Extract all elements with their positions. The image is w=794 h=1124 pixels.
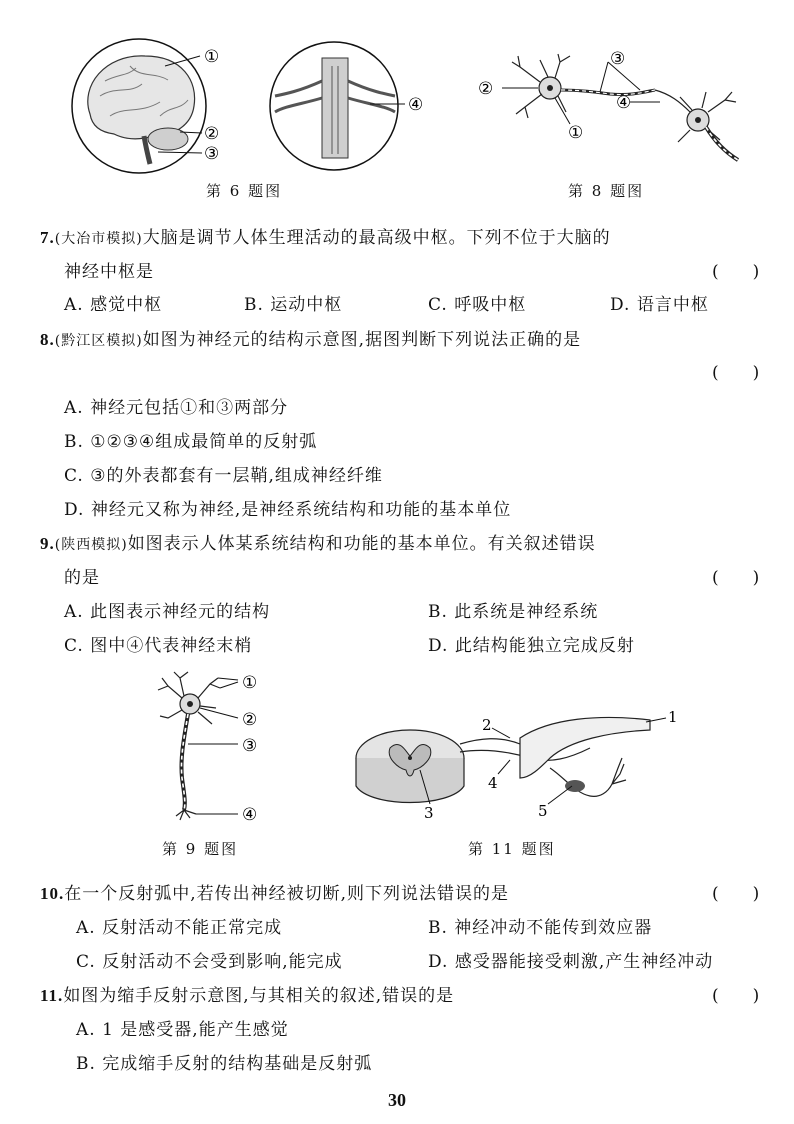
question-8-option-b[interactable]: B. ①②③④组成最简单的反射弧 <box>64 432 318 452</box>
fig11-label-4: 4 <box>488 774 498 792</box>
question-9 <box>40 529 596 554</box>
fig8-label-2: ② <box>478 79 494 99</box>
question-9-source: (陕西模拟) <box>54 537 128 553</box>
question-9-number: 9. <box>40 534 55 553</box>
fig9-label-4: ④ <box>242 805 258 825</box>
question-8-option-a[interactable]: A. 神经元包括①和③两部分 <box>64 398 289 418</box>
figure-9-caption: 第 9 题图 <box>162 840 239 858</box>
question-10-answer-blank[interactable]: ( ) <box>712 884 760 904</box>
question-11 <box>40 981 454 1006</box>
fig11-label-1: 1 <box>668 708 678 726</box>
fig11-label-2: 2 <box>482 716 492 734</box>
question-9-text-line1: 如图表示人体某系统结构和功能的基本单位。有关叙述错误 <box>127 534 596 554</box>
figure-6-brain-diagram <box>70 36 450 186</box>
fig9-label-2: ② <box>242 710 258 730</box>
question-9-text-line2: 的是 <box>64 568 100 588</box>
question-8-option-c[interactable]: C. ③的外表都套有一层鞘,组成神经纤维 <box>64 466 383 486</box>
question-7-source: (大冶市模拟) <box>54 231 143 247</box>
question-7-option-d[interactable]: D. 语言中枢 <box>610 295 709 315</box>
question-8 <box>40 325 581 350</box>
question-10-number: 10. <box>40 884 65 903</box>
question-7-text-line2: 神经中枢是 <box>64 262 154 282</box>
question-7-option-a[interactable]: A. 感觉中枢 <box>64 295 163 315</box>
question-11-text-line1: 如图为缩手反射示意图,与其相关的叙述,错误的是 <box>63 986 455 1006</box>
fig11-label-3: 3 <box>424 804 434 822</box>
figure-11-reflex-arc-diagram <box>350 708 700 826</box>
question-10-text-line1: 在一个反射弧中,若传出神经被切断,则下列说法错误的是 <box>64 884 510 904</box>
question-9-option-b[interactable]: B. 此系统是神经系统 <box>428 602 599 622</box>
question-7-answer-blank[interactable]: ( ) <box>712 262 760 282</box>
question-10-option-a[interactable]: A. 反射活动不能正常完成 <box>76 918 283 938</box>
fig11-label-5: 5 <box>538 802 548 820</box>
question-7-option-c[interactable]: C. 呼吸中枢 <box>428 295 527 315</box>
question-11-number: 11. <box>40 986 64 1005</box>
figure-6-caption: 第 6 题图 <box>206 182 283 200</box>
figure-11-caption: 第 11 题图 <box>468 840 556 858</box>
question-9-option-d[interactable]: D. 此结构能独立完成反射 <box>428 636 635 656</box>
fig6-label-4: ④ <box>408 95 424 115</box>
question-10 <box>40 879 509 904</box>
figure-8-neuron-diagram <box>470 42 770 172</box>
question-10-option-c[interactable]: C. 反射活动不会受到影响,能完成 <box>76 952 343 972</box>
question-9-option-c[interactable]: C. 图中④代表神经末梢 <box>64 636 253 656</box>
question-11-answer-blank[interactable]: ( ) <box>712 986 760 1006</box>
fig8-label-4: ④ <box>616 93 632 113</box>
question-11-option-a[interactable]: A. 1 是感受器,能产生感觉 <box>76 1020 289 1040</box>
page-number: 30 <box>388 1090 406 1110</box>
question-8-answer-blank[interactable]: ( ) <box>712 363 760 383</box>
fig9-label-1: ① <box>242 673 258 693</box>
figure-9-neuron-diagram <box>140 668 290 828</box>
question-7-option-b[interactable]: B. 运动中枢 <box>244 295 343 315</box>
question-8-number: 8. <box>40 330 55 349</box>
question-9-answer-blank[interactable]: ( ) <box>712 568 760 588</box>
question-8-text-line1: 如图为神经元的结构示意图,据图判断下列说法正确的是 <box>142 330 582 350</box>
question-8-source: (黔江区模拟) <box>54 333 143 349</box>
question-8-option-d[interactable]: D. 神经元又称为神经,是神经系统结构和功能的基本单位 <box>64 500 512 520</box>
fig6-label-2: ② <box>204 124 220 144</box>
question-11-option-b[interactable]: B. 完成缩手反射的结构基础是反射弧 <box>76 1054 373 1074</box>
fig6-label-3: ③ <box>204 144 220 164</box>
figure-8-caption: 第 8 题图 <box>568 182 645 200</box>
question-10-option-d[interactable]: D. 感受器能接受刺激,产生神经冲动 <box>428 952 714 972</box>
question-10-option-b[interactable]: B. 神经冲动不能传到效应器 <box>428 918 653 938</box>
fig9-label-3: ③ <box>242 736 258 756</box>
fig6-label-1: ① <box>204 47 220 67</box>
question-7-number: 7. <box>40 228 55 247</box>
question-9-option-a[interactable]: A. 此图表示神经元的结构 <box>64 602 271 622</box>
question-7-text-line1: 大脑是调节人体生理活动的最高级中枢。下列不位于大脑的 <box>142 228 611 248</box>
fig8-label-1: ① <box>568 123 584 143</box>
question-7 <box>40 223 611 248</box>
fig8-label-3: ③ <box>610 49 626 69</box>
